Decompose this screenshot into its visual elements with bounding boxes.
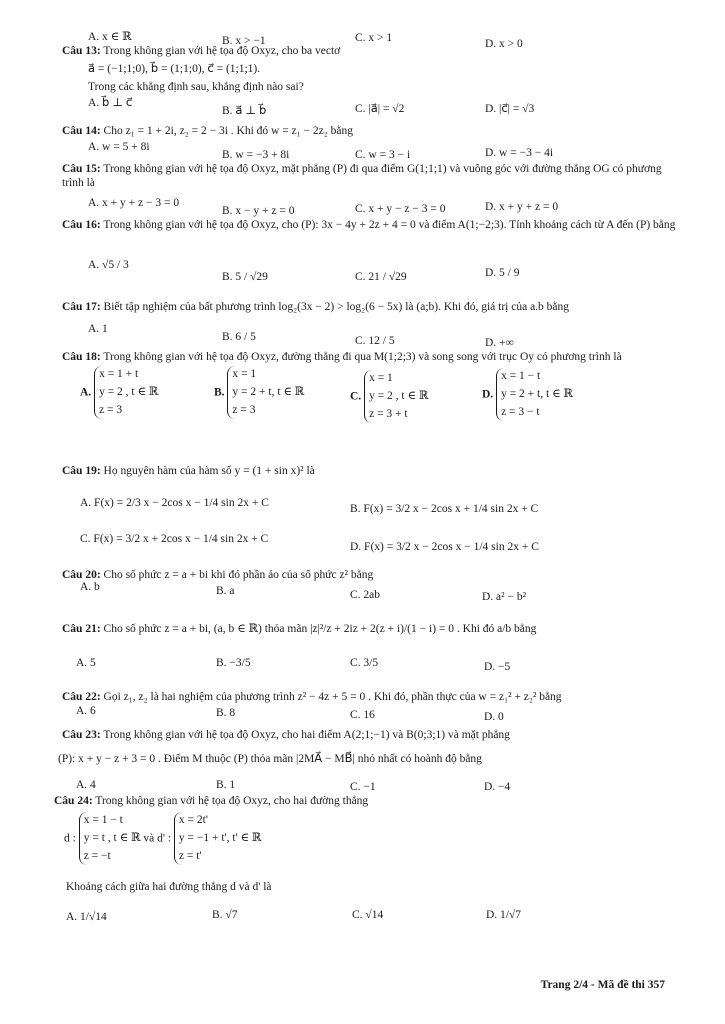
q23-option-a: A. 4 xyxy=(76,779,96,791)
q24-ask: Khoảng cách giữa hai đường thẳng d và d' là xyxy=(66,881,272,893)
q23-option-b: B. 1 xyxy=(216,779,236,791)
q13-stem: Câu 13: Trong không gian với hệ tọa độ Oxyz, cho ba vectơ xyxy=(62,45,341,57)
q17-option-c: C. 12 / 5 xyxy=(355,335,395,347)
q13-vectors: a⃗ = (−1;1;0), b⃗ = (1;1;0), c⃗ = (1;1;1). xyxy=(88,63,261,75)
q19-option-c: C. F(x) = 3/2 x + 2cos x − 1/4 sin 2x + C xyxy=(80,533,269,545)
q24-option-a: A. 1/√14 xyxy=(66,911,107,923)
q24-option-d: D. 1/√7 xyxy=(486,909,522,921)
line-d-label: d : xyxy=(64,832,76,845)
q23-option-d: D. −4 xyxy=(484,781,511,793)
q15-option-c: C. x + y − z − 3 = 0 xyxy=(355,203,446,215)
line-d2-system: x = 2t' y = −1 + t', t' ∈ ℝ z = t' xyxy=(174,812,262,865)
q12-option-b: B. x > −1 xyxy=(222,35,266,47)
q18-option-c: C. x = 1 y = 2 , t ∈ ℝ z = 3 + t xyxy=(350,370,428,423)
q24-option-c: C. √14 xyxy=(352,909,384,921)
q14-option-d: D. w = −3 − 4i xyxy=(485,147,554,159)
q16-option-a: A. √5 / 3 xyxy=(88,259,129,271)
q21-stem: Câu 21: Cho số phức z = a + bi, (a, b ∈ ℝ) thỏa mãn |z|²/z + 2iz + 2(z + i)/(1 − i) = 0 . Khi đó a/b bằng xyxy=(62,623,537,635)
q21-option-a: A. 5 xyxy=(76,657,96,669)
q20-option-a: A. b xyxy=(80,581,100,593)
q16-option-c: C. 21 / √29 xyxy=(355,271,407,283)
q19-option-d: D. F(x) = 3/2 x − 2cos x − 1/4 sin 2x + C xyxy=(350,541,539,553)
q17-option-b: B. 6 / 5 xyxy=(222,331,256,343)
q16-option-b: B. 5 / √29 xyxy=(222,271,268,283)
q14-option-c: C. w = 3 − i xyxy=(355,149,411,161)
q20-option-d: D. a² − b² xyxy=(482,591,527,603)
q22-option-a: A. 6 xyxy=(76,705,96,717)
q15-stem: Câu 15: Trong không gian với hệ tọa độ Oxyz, mặt phẳng (P) đi qua điểm G(1;1;1) và vuông góc với đường thẳng OG có phương trình là xyxy=(62,163,662,190)
q20-option-c: C. 2ab xyxy=(350,589,381,601)
q17-option-a: A. 1 xyxy=(88,323,108,335)
q13-option-c: C. |a⃗| = √2 xyxy=(355,103,405,115)
q15-option-b: B. x − y + z = 0 xyxy=(222,205,295,217)
q17-option-d: D. +∞ xyxy=(485,337,514,349)
q15-option-a: A. x + y + z − 3 = 0 xyxy=(88,197,180,209)
q13-option-d: D. |c⃗| = √3 xyxy=(485,103,535,115)
q24-option-b: B. √7 xyxy=(212,909,238,921)
q22-stem: Câu 22: Gọi z₁, z₂ là hai nghiệm của phương trình z² − 4z + 5 = 0 . Khi đó, phần thực của w = z₁² + z₂² bằng xyxy=(62,691,562,703)
page-footer: Trang 2/4 - Mã đề thi 357 xyxy=(540,978,665,991)
q16-option-d: D. 5 / 9 xyxy=(485,267,520,279)
q21-option-b: B. −3/5 xyxy=(216,657,251,669)
q20-option-b: B. a xyxy=(216,585,235,597)
q18-option-a: A. x = 1 + t y = 2 , t ∈ ℝ z = 3 xyxy=(80,366,158,419)
q23-option-c: C. −1 xyxy=(350,781,376,793)
q24-lines xyxy=(64,812,261,865)
q23-stem-cont: (P): x + y − z + 3 = 0 . Điểm M thuộc (P) thỏa mãn |2MA⃗ − MB⃗| nhỏ nhất có hoành độ bằng xyxy=(58,753,482,765)
q13-ask: Trong các khẳng định sau, khẳng định nào sai? xyxy=(88,81,304,93)
q15-option-d: D. x + y + z = 0 xyxy=(485,201,559,213)
q17-stem: Câu 17: Biết tập nghiệm của bất phương trình log₂(3x − 2) > log₂(6 − 5x) là (a;b). Khi đó, giá trị của a.b bằng xyxy=(62,301,570,313)
q16-stem: Câu 16: Trong không gian với hệ tọa độ Oxyz, cho (P): 3x − 4y + 2z + 4 = 0 và điểm A(1;−2;3). Tính khoảng cách từ A đến (P) bằng xyxy=(62,219,676,231)
q14-option-b: B. w = −3 + 8i xyxy=(222,149,290,161)
q21-option-c: C. 3/5 xyxy=(350,657,379,669)
q14-option-a: A. w = 5 + 8i xyxy=(88,141,150,153)
q19-option-b: B. F(x) = 3/2 x − 2cos x + 1/4 sin 2x + C xyxy=(350,503,539,515)
q12-option-c: C. x > 1 xyxy=(355,32,393,44)
q22-option-b: B. 8 xyxy=(216,707,236,719)
q13-option-b: B. a⃗ ⊥ b⃗ xyxy=(222,105,267,117)
line-d-system: x = 1 − t y = t , t ∈ ℝ z = −t xyxy=(79,812,141,865)
q24-stem: Câu 24: Trong không gian với hệ tọa độ Oxyz, cho hai đường thẳng xyxy=(54,795,369,807)
q23-stem: Câu 23: Trong không gian với hệ tọa độ Oxyz, cho hai điểm A(2;1;−1) và B(0;3;1) và mặt phẳng xyxy=(62,729,510,741)
q18-stem: Câu 18: Trong không gian với hệ tọa độ Oxyz, đường thẳng đi qua M(1;2;3) và song song với trục Oy có phương trình là xyxy=(62,351,622,363)
q22-option-d: D. 0 xyxy=(484,711,504,723)
q21-option-d: D. −5 xyxy=(484,661,511,673)
q22-option-c: C. 16 xyxy=(350,709,375,721)
q18-option-b: B. x = 1 y = 2 + t, t ∈ ℝ z = 3 xyxy=(214,366,304,419)
q19-stem: Câu 19: Họ nguyên hàm của hàm số y = (1 + sin x)² là xyxy=(62,465,315,477)
q12-option-a: A. x ∈ ℝ xyxy=(88,31,132,43)
q20-stem: Câu 20: Cho số phức z = a + bi khi đó phần ảo của số phức z² bằng xyxy=(62,569,374,581)
q13-option-a: A. b⃗ ⊥ c⃗ xyxy=(88,97,133,109)
q18-option-d: D. x = 1 − t y = 2 + t, t ∈ ℝ z = 3 − t xyxy=(482,368,573,421)
q19-option-a: A. F(x) = 2/3 x − 2cos x − 1/4 sin 2x + C xyxy=(80,497,269,509)
q14-stem: Câu 14: Cho z₁ = 1 + 2i, z₂ = 2 − 3i . Khi đó w = z₁ − 2z₂ bằng xyxy=(62,125,353,137)
q12-option-d: D. x > 0 xyxy=(485,38,523,50)
line-d2-label: và d' : xyxy=(143,832,172,845)
